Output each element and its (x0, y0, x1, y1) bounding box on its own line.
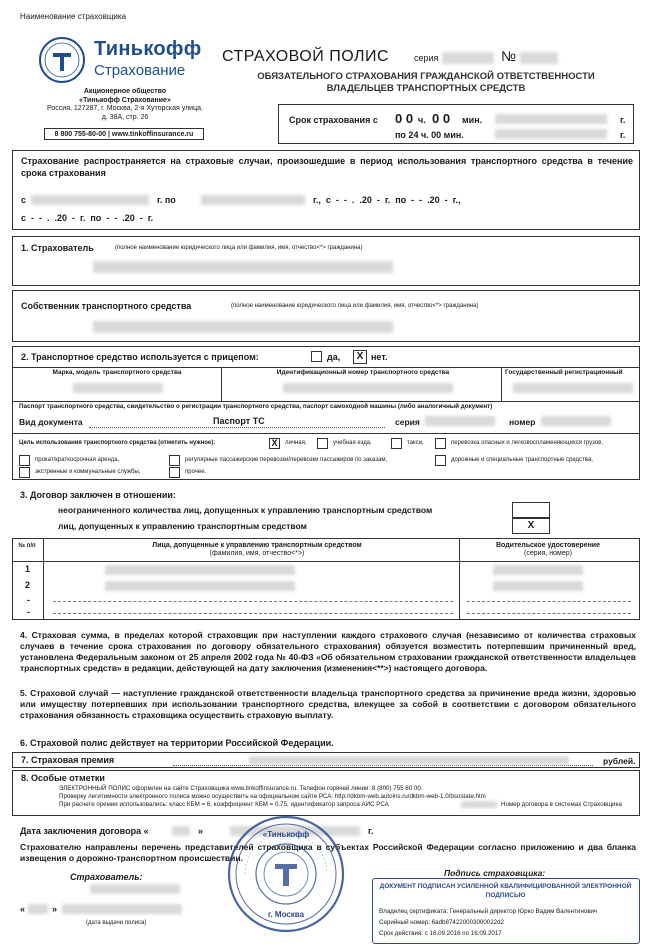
row-number: - (27, 607, 30, 617)
company-contacts: 8 800 755-80-00 | www.tinkoffinsurance.ru (44, 128, 204, 140)
insured-hint: (полное наименование юридического лица или фамилия, имя, отчество<*> гражданина) (115, 245, 363, 251)
doc-type-label: Вид документа (19, 417, 83, 427)
insured-section (12, 236, 640, 286)
company-stamp (226, 814, 346, 934)
premium-label: 7. Страховая премия (21, 755, 115, 765)
purpose-other-label: прочее. (185, 469, 207, 475)
doc-number-redacted (541, 416, 611, 426)
vehicle-col-divider-2 (501, 367, 502, 401)
term-end-redacted (495, 129, 607, 139)
policy-title: СТРАХОВОЙ ПОЛИС (222, 48, 390, 65)
term-start-redacted (495, 114, 607, 124)
premium-line (173, 765, 593, 766)
row-number: 2 (25, 580, 31, 590)
trailer-no-label: нет. (371, 352, 388, 362)
col-license-sub: (серия, номер) (524, 550, 572, 557)
owner-hint: (полное наименование юридического лица или фамилия, имя, отчество<*> гражданина) (231, 303, 479, 309)
row-license-dash (467, 601, 631, 602)
series-redacted (442, 52, 494, 64)
person-redacted (105, 565, 295, 575)
drivers-table (12, 538, 640, 620)
issue-open-quote: « (20, 904, 26, 914)
contract-option-1: неограниченного количества лиц, допущенных к управлению транспортным средством (58, 505, 433, 515)
stamp-bottom-text: г. Москва (267, 910, 305, 919)
term-year: г. (620, 115, 626, 125)
purpose-special-label: дорожные и специальные транспортные средства, (451, 457, 593, 463)
contract-day-redacted (172, 826, 190, 836)
purpose-training-checkbox[interactable] (317, 438, 328, 449)
doc-type-value: Паспорт ТС (213, 416, 265, 426)
purpose-other-checkbox[interactable] (169, 467, 180, 478)
premium-redacted (249, 756, 569, 765)
contract-option-1-box[interactable] (512, 502, 550, 518)
company-type: Акционерное общество (83, 88, 167, 95)
trailer-no-checkbox[interactable]: X (353, 350, 367, 364)
table-row (13, 595, 639, 607)
doc-caption: Паспорт транспортного средства, свидетельство о регистрации транспортного средства, паспорт самоходной машины (либо аналогичный документ) (19, 403, 493, 410)
esig-serial: Серийный номер: 6adb874220003000022d2 (379, 919, 505, 926)
contract-date-label: Дата заключения договора « (20, 826, 149, 836)
period-to-label: г. по (157, 195, 176, 205)
owner-name-redacted (93, 321, 393, 333)
doc-number-label: номер (509, 417, 536, 427)
col-person-sub: (фамилия, имя, отчество<*>) (209, 550, 305, 557)
purpose-rental-label: прокат/краткосрочная аренда, (35, 457, 120, 463)
issue-date-caption: (дата выдачи полиса) (86, 920, 147, 926)
period-to-redacted (201, 195, 305, 205)
row-person-dash (53, 613, 453, 614)
row-number: 1 (25, 564, 31, 574)
company-info (30, 88, 220, 122)
number-label: № (501, 48, 517, 64)
vehicle-purpose-rule (13, 433, 639, 434)
subtitle-line-1: ОБЯЗАТЕЛЬНОГО СТРАХОВАНИЯ ГРАЖДАНСКОЙ ОТВЕТСТВЕННОСТИ (257, 71, 595, 82)
vehicle-section (12, 346, 640, 480)
purpose-dangerous-checkbox[interactable] (435, 438, 446, 449)
trailer-label: 2. Транспортное средство используется с прицепом: (21, 352, 259, 362)
notes-title: 8. Особые отметки (21, 773, 105, 783)
purpose-special-checkbox[interactable] (435, 455, 446, 466)
brand-name: Тинькофф (94, 38, 202, 60)
col-number: № п/п (18, 543, 36, 549)
person-redacted (105, 581, 295, 591)
license-redacted (493, 565, 583, 575)
term-hours: 0 0 (395, 111, 414, 126)
row-number: - (27, 595, 30, 605)
insurer-signature-label: Подпись страховщика: (444, 868, 546, 878)
notes-line-3: При расчете премии использовались: класс КБМ = 6, коэффициент КБМ = 0.75, идентификатор запроса АИС РСА (59, 801, 389, 808)
make-redacted (73, 383, 163, 393)
purpose-training-label: учебная езда, (333, 440, 372, 446)
vin-redacted (283, 383, 453, 393)
purpose-dangerous-label: перевозка опасных и легковоспламеняющихся грузов, (451, 440, 603, 446)
stamp-top-text: «Тинькофф (262, 830, 310, 839)
esignature-box (372, 878, 640, 944)
purpose-personal-label: личная, (285, 440, 307, 446)
purpose-personal-checkbox[interactable]: X (269, 438, 280, 449)
term-minutes: 0 0 (432, 111, 451, 126)
insured-signature-redacted (90, 884, 180, 894)
purpose-passenger-checkbox[interactable] (169, 455, 180, 466)
row-license-dash (467, 613, 631, 614)
company-address-1: Россия, 127287, г. Москва, 2-я Хуторская улица, (47, 105, 203, 112)
period-text: Страхование распространяется на страховые случаи, произошедшие в период использования транспортного средства в течение срока страхования (21, 156, 633, 178)
issue-close-quote: » (52, 904, 58, 914)
company-address-2: д. 38А, стр. 26 (101, 113, 149, 121)
contract-date-year: г. (368, 826, 374, 836)
logo-emblem-icon (38, 36, 86, 84)
vehicle-col-divider-1 (221, 367, 222, 401)
clause-4: 4. Страховая сумма, в пределах которой страховщик при наступлении каждого страхового случая (независимо от количества страховых случаев в течение срока страхования по договору обязательного страхования) обязуется возместить потерпевшим причиненный вред, установлена Федеральным законом от 25 апреля 2002 года № 40-ФЗ «Об обязательном страховании гражданской ответственности владельцев транспортных средств» в редакции, действующей на дату заключения (изменения<**>) настоящего договора. (20, 630, 636, 673)
term-year-2: г. (620, 130, 626, 140)
brand-subname: Страхование (94, 62, 186, 79)
subtitle-line-2: ВЛАДЕЛЬЦЕВ ТРАНСПОРТНЫХ СРЕДСТВ (326, 83, 526, 94)
table-row (13, 579, 639, 593)
trailer-yes-label: да, (327, 352, 341, 362)
purpose-emergency-checkbox[interactable] (19, 467, 30, 478)
clause-5: 5. Страховой случай — наступление гражданской ответственности владельца транспортного средства за причинение вреда жизни, здоровью или имуществу потерпевших при использовании транспортного средства, влекущее за собой в соответствии с договором обязательного страхования обязанность страховщика осуществить страховую выплату. (20, 688, 636, 720)
company-logo (38, 36, 202, 86)
term-label: Срок страхования с (289, 115, 378, 125)
purpose-taxi-checkbox[interactable] (391, 438, 402, 449)
table-row (13, 563, 639, 577)
owner-title: Собственник транспортного средства (21, 301, 192, 311)
notes-line-3-tail: Номер договора в системах Страховщика (501, 801, 622, 808)
series-label: серия (414, 53, 439, 63)
doc-series-redacted (425, 416, 495, 426)
esig-valid: Срок действия: с 16.09.2016 по 16.09.2017 (379, 930, 502, 937)
policy-subtitle (236, 71, 616, 95)
term-to: по 24 ч. 00 мин. (395, 130, 464, 140)
vehicle-table-top-rule (13, 367, 639, 368)
issue-date-redacted (62, 904, 182, 914)
col-license: Водительское удостоверение (495, 542, 601, 549)
esig-title-1: ДОКУМЕНТ ПОДПИСАН УСИЛЕННОЙ КВАЛИФИЦИРОВАННОЙ ЭЛЕКТРОННОЙ (379, 883, 632, 890)
trailer-yes-checkbox[interactable] (311, 351, 322, 362)
insured-signature-label: Страхователь: (70, 872, 143, 882)
row-person-dash (53, 601, 453, 602)
drivers-header-rule (13, 561, 639, 562)
owner-section (12, 290, 640, 342)
period-from-label: с (21, 195, 27, 205)
period-section (12, 150, 640, 230)
purpose-passenger-label: регулярные пассажирские перевозки/перевозки пассажиров по заказам, (185, 457, 388, 463)
table-row (13, 607, 639, 619)
notes-request-redacted (461, 801, 497, 808)
doc-type-line (89, 427, 385, 428)
issue-day-redacted (28, 904, 48, 914)
contract-date-mid: » (198, 826, 204, 836)
contract-option-2: лиц, допущенных к управлению транспортным средством (58, 521, 307, 531)
term-min: мин. (462, 115, 483, 125)
company-name: «Тинькофф Страхование» (79, 96, 171, 104)
vehicle-doc-rule (13, 401, 639, 402)
esig-title-2: ПОДПИСЬЮ (485, 892, 526, 899)
col-person: Лица, допущенные к управлению транспортным средством (152, 542, 362, 549)
doc-series-label: серия (395, 417, 420, 427)
purpose-taxi-label: такси, (407, 440, 424, 446)
notes-box (12, 770, 640, 816)
plate-redacted (513, 383, 633, 393)
premium-box (12, 752, 640, 768)
rules-text: Страхователю направлены перечень представителей страховщика в субъектах Российской Федерации согласно приложению и два бланка извещения о дорожно-транспортном происшествии. (20, 842, 636, 863)
clause-6: 6. Страховой полис действует на территории Российской Федерации. (20, 738, 334, 748)
term-h: ч. (418, 115, 426, 125)
number-redacted (520, 52, 558, 64)
insurance-term-box (278, 104, 634, 144)
col-vin: Идентификационный номер транспортного средства (276, 369, 450, 376)
purpose-label: Цель использования транспортного средства (отметить нужное): (19, 440, 216, 446)
notes-line-1: ЭЛЕКТРОННЫЙ ПОЛИС оформлен на сайте Страховщика www.tinkoffinsurance.ru. Телефон горячей линии: 8 (800) 755 80 00. (59, 785, 423, 792)
col-plate: Государственный регистрационный (505, 369, 623, 376)
insured-title: 1. Страхователь (21, 243, 94, 253)
period-from-redacted (31, 195, 149, 205)
insured-name-redacted (93, 261, 393, 273)
purpose-rental-checkbox[interactable] (19, 455, 30, 466)
contract-title: 3. Договор заключен в отношении: (20, 490, 176, 500)
insurer-label: Наименование страховщика (20, 12, 127, 21)
col-make: Марка, модель транспортного средства (52, 369, 182, 376)
period-row1-rest: г., с - - . .20 - г. по - - .20 - г., (313, 195, 461, 205)
period-row2: с - - . .20 - г. по - - .20 - г. (21, 213, 154, 223)
purpose-emergency-label: экстренные и коммунальные службы, (35, 469, 141, 475)
esig-owner: Владелец сертификата: Генеральный директор Юрко Вадим Валентинович (379, 908, 598, 915)
license-redacted (493, 581, 583, 591)
notes-line-2: Проверку легитимности электронного полиса можно осуществить на официальном сайте РСА: http://dkbm-web.autoins.ru/dkbm-web-1.0/bsostate.htm (59, 793, 486, 800)
premium-unit: рублей. (603, 756, 636, 766)
contract-option-2-box[interactable]: X (512, 518, 550, 534)
